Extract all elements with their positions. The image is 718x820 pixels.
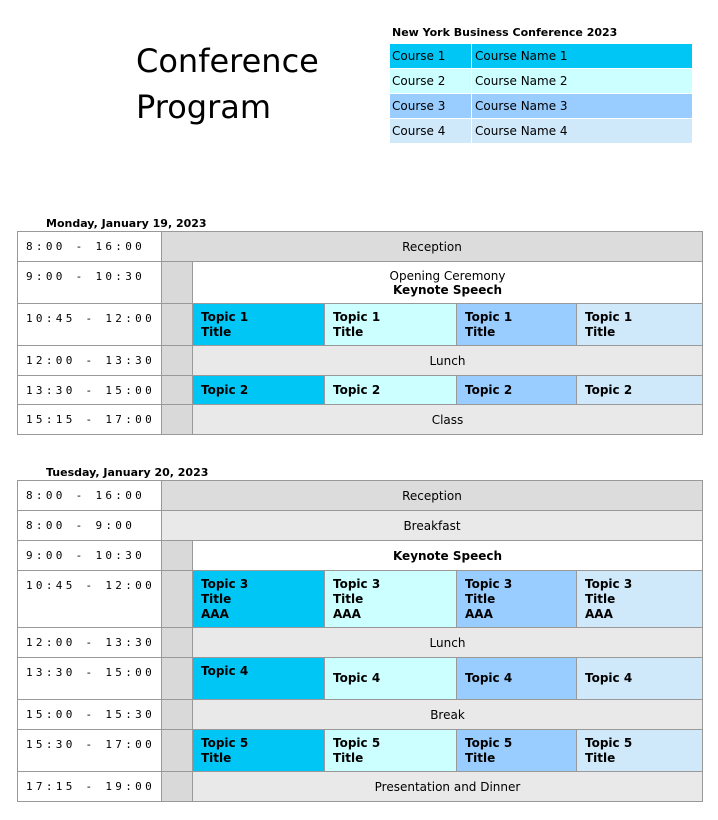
cell-line: Title <box>201 325 232 339</box>
schedule-row <box>18 511 703 541</box>
course-cells <box>193 658 703 699</box>
course-cell: Topic 4 <box>325 658 457 699</box>
course-cell <box>193 304 325 345</box>
cell-line: Title <box>201 592 232 606</box>
course-cell: Topic 2 <box>325 376 457 404</box>
course-cell: Topic 2 <box>193 376 325 404</box>
course-cell <box>457 571 577 627</box>
legend-row <box>390 94 692 119</box>
time-slot: 13:30 - 15:00 <box>18 658 162 699</box>
legend-course-name: Course Name 4 <box>475 124 568 138</box>
legend-row <box>390 69 692 94</box>
schedule-row <box>18 262 703 304</box>
gutter <box>162 730 193 771</box>
schedule-row <box>18 571 703 628</box>
cell-line: Topic 1 <box>585 310 633 324</box>
cell-line: Topic 3 <box>585 577 633 591</box>
cell-line: Topic 3 <box>201 577 249 591</box>
legend-course: Course 4 <box>390 119 472 143</box>
cell-line: Title <box>585 592 616 606</box>
schedule-row <box>18 304 703 346</box>
course-cell <box>193 571 325 627</box>
course-cell <box>325 571 457 627</box>
session-full: Reception <box>162 481 703 510</box>
schedule-row <box>18 628 703 658</box>
course-cell: Topic 4 <box>457 658 577 699</box>
cell-line: Title <box>333 751 364 765</box>
time-slot: 12:00 - 13:30 <box>18 628 162 657</box>
course-cells <box>193 730 703 771</box>
time-slot: 10:45 - 12:00 <box>18 571 162 627</box>
schedule-row <box>18 346 703 376</box>
course-cell <box>457 304 577 345</box>
schedule-row <box>18 481 703 511</box>
cell-line: Title <box>333 592 364 606</box>
cell-line: AAA <box>333 607 361 621</box>
gutter <box>162 772 193 801</box>
session-plenary <box>193 262 703 303</box>
cell-line: Topic 5 <box>465 736 513 750</box>
legend-row <box>390 119 692 144</box>
cell-line: Title <box>585 325 616 339</box>
course-cells <box>193 376 703 404</box>
day1-schedule <box>17 231 703 435</box>
legend-course-name: Course Name 2 <box>475 74 568 88</box>
schedule-row <box>18 658 703 700</box>
gutter <box>162 700 193 729</box>
cell-line: Title <box>333 325 364 339</box>
cell-line: Title <box>465 592 496 606</box>
day1-date: Monday, January 19, 2023 <box>46 217 207 230</box>
gutter <box>162 376 193 404</box>
course-cell <box>325 304 457 345</box>
cell-line: Title <box>465 751 496 765</box>
session-full: Reception <box>162 232 703 261</box>
legend-course: Course 1 <box>390 44 472 68</box>
schedule-row <box>18 232 703 262</box>
schedule-row <box>18 772 703 802</box>
gutter <box>162 304 193 345</box>
legend-course-name: Course Name 1 <box>475 49 568 63</box>
session-full: Breakfast <box>162 511 703 540</box>
time-slot: 15:00 - 15:30 <box>18 700 162 729</box>
course-cell: Topic 4 <box>577 658 703 699</box>
time-slot: 8:00 - 9:00 <box>18 511 162 540</box>
time-slot: 10:45 - 12:00 <box>18 304 162 345</box>
cell-line: AAA <box>201 607 229 621</box>
cell-line: Topic 5 <box>585 736 633 750</box>
legend-course: Course 2 <box>390 69 472 93</box>
course-cell <box>193 730 325 771</box>
course-cell: Topic 2 <box>457 376 577 404</box>
cell-line: Title <box>585 751 616 765</box>
schedule-row <box>18 730 703 772</box>
cell-line: Topic 5 <box>201 736 249 750</box>
session-span: Break <box>193 700 703 729</box>
gutter <box>162 405 193 434</box>
time-slot: 17:15 - 19:00 <box>18 772 162 801</box>
time-slot: 12:00 - 13:30 <box>18 346 162 375</box>
course-legend <box>390 44 692 144</box>
gutter <box>162 346 193 375</box>
cell-line: AAA <box>465 607 493 621</box>
time-slot: 13:30 - 15:00 <box>18 376 162 404</box>
gutter <box>162 262 193 303</box>
course-cell <box>457 730 577 771</box>
time-slot: 9:00 - 10:30 <box>18 262 162 303</box>
session-span: Class <box>193 405 703 434</box>
session-span: Lunch <box>193 628 703 657</box>
time-slot: 15:15 - 17:00 <box>18 405 162 434</box>
course-cell <box>325 730 457 771</box>
page-title <box>136 38 319 130</box>
legend-course: Course 3 <box>390 94 472 118</box>
schedule-row <box>18 541 703 571</box>
legend-course-name: Course Name 3 <box>475 99 568 113</box>
session-plenary: Keynote Speech <box>193 541 703 570</box>
course-cell: Topic 4 <box>193 658 325 699</box>
cell-line: AAA <box>585 607 613 621</box>
cell-line: Topic 3 <box>333 577 381 591</box>
schedule-row <box>18 376 703 405</box>
session-line: Opening Ceremony <box>389 268 506 283</box>
gutter <box>162 658 193 699</box>
day2-schedule <box>17 480 703 802</box>
cell-line: Topic 1 <box>201 310 249 324</box>
schedule-row <box>18 405 703 435</box>
cell-line: Title <box>465 325 496 339</box>
cell-line: Topic 3 <box>465 577 513 591</box>
gutter <box>162 628 193 657</box>
course-cells <box>193 571 703 627</box>
schedule-row <box>18 700 703 730</box>
page-title-line2: Program <box>136 88 272 126</box>
course-cell <box>577 730 703 771</box>
gutter <box>162 571 193 627</box>
time-slot: 8:00 - 16:00 <box>18 481 162 510</box>
time-slot: 8:00 - 16:00 <box>18 232 162 261</box>
cell-line: Topic 1 <box>333 310 381 324</box>
gutter <box>162 541 193 570</box>
course-cells <box>193 304 703 345</box>
page-title-line1: Conference <box>136 42 319 80</box>
day2-date: Tuesday, January 20, 2023 <box>46 466 209 479</box>
cell-line: Title <box>201 751 232 765</box>
course-cell <box>577 304 703 345</box>
session-span: Presentation and Dinner <box>193 772 703 801</box>
session-span: Lunch <box>193 346 703 375</box>
course-cell <box>577 571 703 627</box>
session-line: Keynote Speech <box>392 282 503 297</box>
time-slot: 9:00 - 10:30 <box>18 541 162 570</box>
cell-line: Topic 1 <box>465 310 513 324</box>
cell-line: Topic 5 <box>333 736 381 750</box>
legend-title: New York Business Conference 2023 <box>392 26 618 39</box>
course-cell: Topic 2 <box>577 376 703 404</box>
legend-row <box>390 44 692 69</box>
time-slot: 15:30 - 17:00 <box>18 730 162 771</box>
